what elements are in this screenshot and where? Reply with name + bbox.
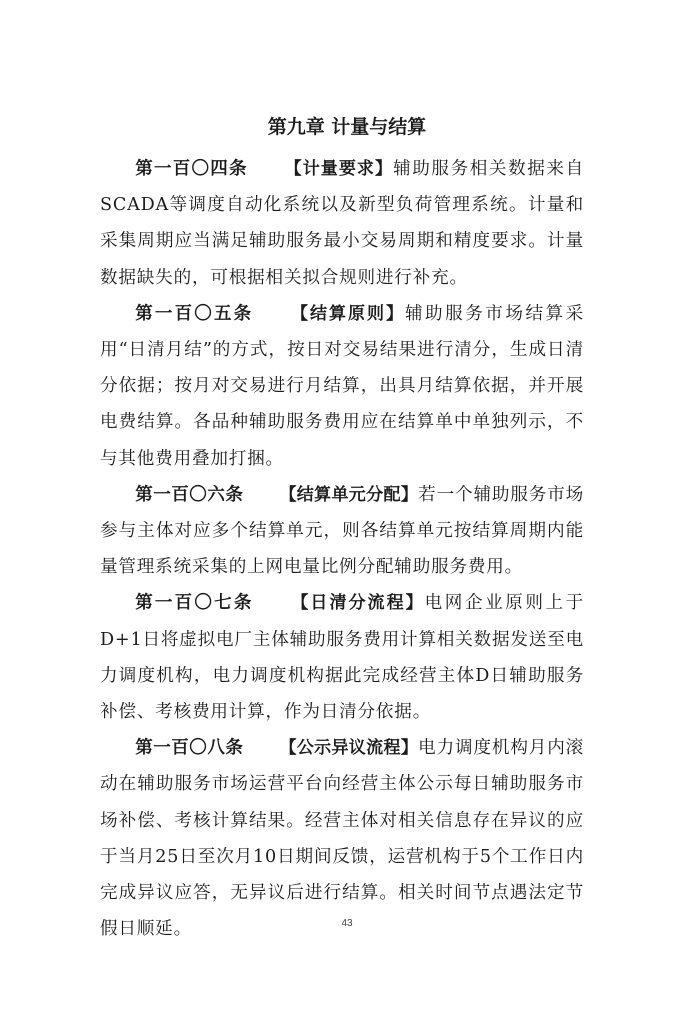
article-text: 电网企业原则上于D+1日将虚拟电厂主体辅助服务费用计算相关数据发送至电力调度机构，电力调度机构据此完成经营主体D日辅助服务补偿、考核费用计算，作为日清分依据。 bbox=[100, 593, 585, 723]
page-number: 43 bbox=[341, 918, 353, 929]
article-text: 辅助服务市场结算采用“日清月结”的方式，按日对交易结果进行清分，生成日清分依据；按月对交易进行月结算，出具月结算依据，并开展电费结算。各品种辅助服务费用应在结算单中单独列示，不与其他费用叠加打捆。 bbox=[100, 303, 585, 469]
chapter-title: 第九章 计量与结算 bbox=[267, 116, 427, 138]
article-106 bbox=[100, 477, 584, 586]
article-title: 【日清分流程】 bbox=[289, 593, 425, 614]
article-108 bbox=[100, 730, 584, 947]
article-104 bbox=[100, 151, 584, 296]
article-number: 第一百〇六条 bbox=[135, 484, 244, 505]
article-list bbox=[100, 151, 584, 947]
article-number: 第一百〇四条 bbox=[135, 159, 248, 179]
article-title: 【计量要求】 bbox=[283, 159, 394, 179]
article-title: 【结算原则】 bbox=[289, 303, 405, 324]
article-number: 第一百〇七条 bbox=[135, 593, 254, 614]
article-title: 【公示异议流程】 bbox=[279, 738, 419, 759]
article-text: 若一个辅助服务市场参与主体对应多个结算单元，则各结算单元按结算周期内能量管理系统采集的上网电量比例分配辅助服务费用。 bbox=[100, 484, 585, 578]
article-107 bbox=[100, 585, 584, 730]
article-number: 第一百〇五条 bbox=[135, 303, 254, 324]
article-text: 辅助服务相关数据来自SCADA等调度自动化系统以及新型负荷管理系统。计量和采集周期应当满足辅助服务最小交易周期和精度要求。计量数据缺失的，可根据相关拟合规则进行补充。 bbox=[100, 159, 584, 288]
article-title: 【结算单元分配】 bbox=[279, 484, 419, 505]
article-number: 第一百〇八条 bbox=[135, 738, 244, 759]
article-105 bbox=[100, 296, 584, 477]
article-text: 电力调度机构月内滚动在辅助服务市场运营平台向经营主体公示每日辅助服务市场补偿、考核计算结果。经营主体对相关信息存在异议的应于当月25日至次月10日期间反馈，运营机构于5个工作日内完成异议应答，无异议后进行结算。相关时间节点遇法定节假日顺延。 bbox=[100, 738, 585, 940]
